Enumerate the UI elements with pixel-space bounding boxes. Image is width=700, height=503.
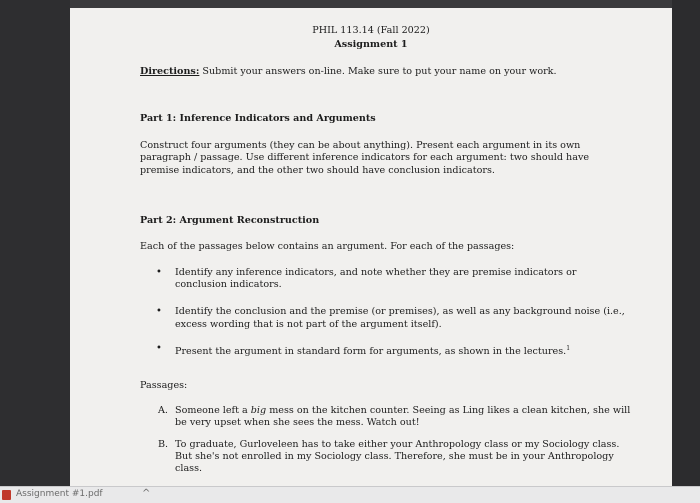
passage-letter: B.	[158, 439, 169, 450]
course-title: PHIL 113.14 (Fall 2022)	[312, 25, 430, 36]
part2-intro: Each of the passages below contains an argument. For each of the passages:	[140, 241, 515, 252]
part1-line: premise indicators, and the other two should have conclusion indicators.	[140, 165, 495, 176]
bullet-dot: •	[156, 343, 162, 354]
passage-line: class.	[175, 463, 203, 474]
bullet-line: conclusion indicators.	[175, 279, 282, 290]
passage-line: But she's not enrolled in my Sociology class. Therefore, she must be in your Anthropology	[175, 451, 614, 462]
bullet-line	[175, 343, 570, 358]
passage-line: be very upset when she sees the mess. Watch out!	[175, 417, 420, 428]
bullet-dot: •	[156, 267, 162, 278]
download-bar	[0, 486, 700, 503]
download-filename[interactable]: Assignment #1.pdf	[16, 489, 103, 499]
right-backdrop	[672, 0, 700, 502]
directions-text: Submit your answers on-line. Make sure to put your name on your work.	[202, 66, 557, 77]
footnote-mark: 1	[566, 345, 571, 352]
assignment-title: Assignment 1	[334, 39, 408, 50]
chevron-up-icon[interactable]: ^	[142, 488, 151, 499]
pdf-page	[70, 8, 672, 486]
bullet-line: Identify the conclusion and the premise (or premises), as well as any background noise (i.e.,	[175, 306, 625, 317]
bullet-dot: •	[156, 306, 162, 317]
bullet-text: Present the argument in standard form for arguments, as shown in the lectures.	[175, 346, 567, 358]
part1-heading: Part 1: Inference Indicators and Arguments	[140, 113, 376, 124]
bullet-line: excess wording that is not part of the argument itself).	[175, 319, 442, 330]
passage-line: Someone left a big mess on the kitchen counter. Seeing as Ling likes a clean kitchen, she will	[175, 405, 631, 416]
passages-label: Passages:	[140, 380, 188, 391]
directions	[140, 66, 557, 78]
passage-letter: A.	[158, 405, 168, 416]
directions-label: Directions:	[140, 66, 200, 77]
part1-line: Construct four arguments (they can be about anything). Present each argument in its own	[140, 140, 581, 151]
passage-line: To graduate, Gurloveleen has to take either your Anthropology class or my Sociology class.	[175, 439, 620, 450]
part1-line: paragraph / passage. Use different inference indicators for each argument: two should have	[140, 152, 590, 163]
left-backdrop	[0, 0, 70, 502]
bullet-line: Identify any inference indicators, and note whether they are premise indicators or	[175, 267, 577, 278]
pdf-file-icon	[2, 490, 11, 500]
part2-heading: Part 2: Argument Reconstruction	[140, 215, 320, 226]
emphasis-word: big	[250, 405, 267, 416]
